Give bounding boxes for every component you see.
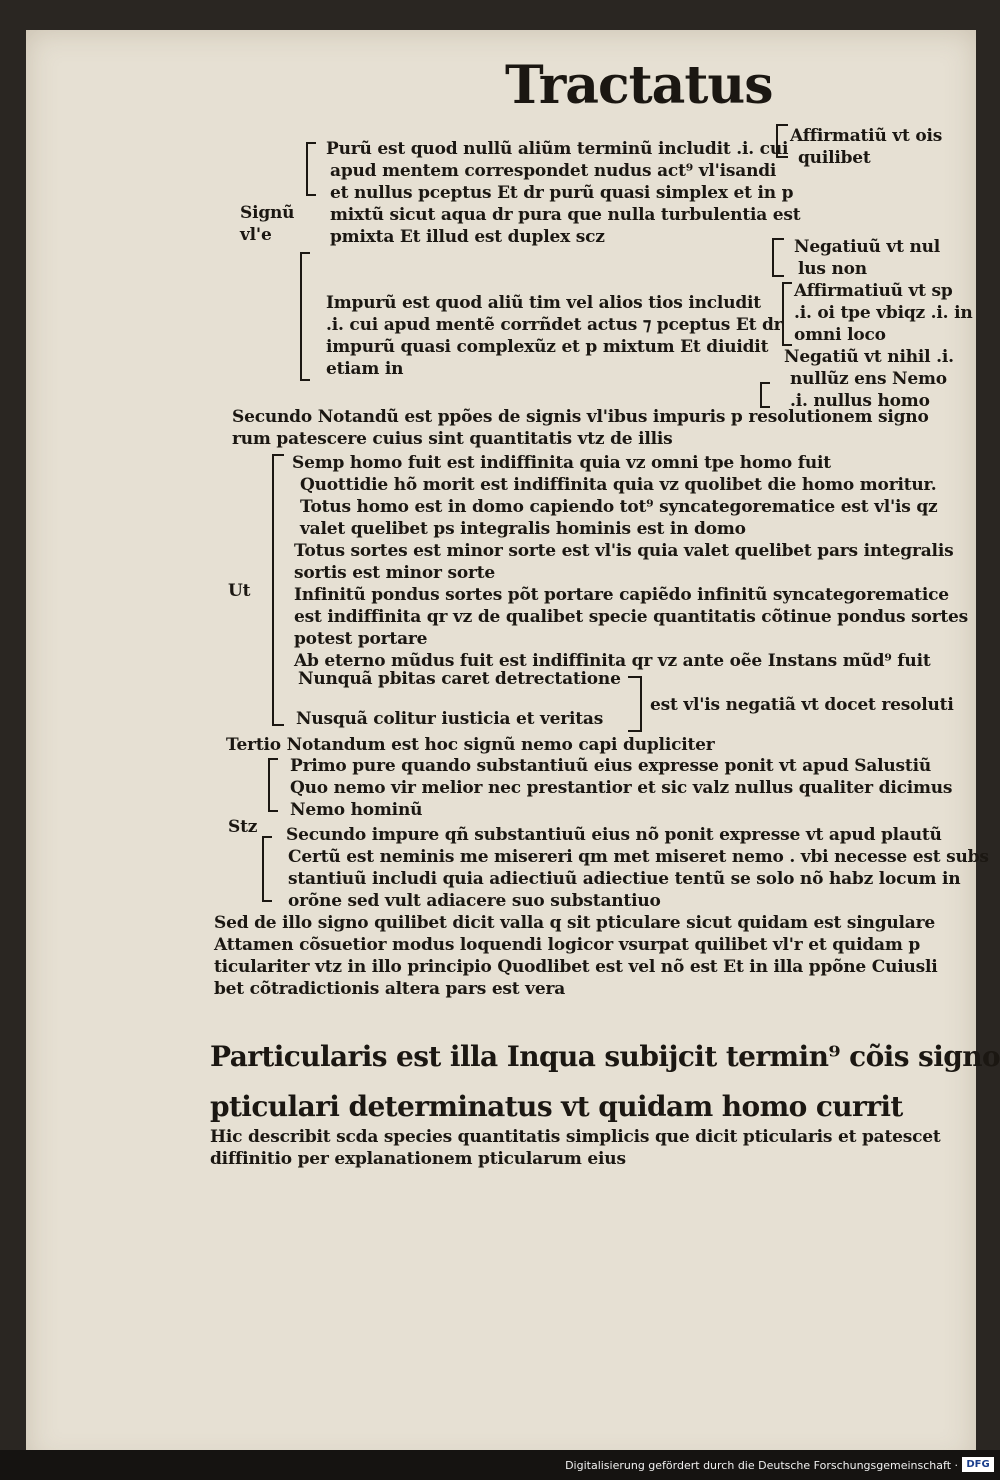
stz-line-2: Quo nemo vir melior nec prestantior et sic valz nullus qualiter dicimus	[290, 778, 953, 798]
right-line-7: omni loco	[794, 325, 886, 345]
ut-line-4: valet quelibet ps integralis hominis est in domo	[300, 519, 746, 539]
margin-signu: Signũ	[240, 203, 295, 223]
impuru-line-1: Impurũ est quod aliũ tim vel alios tios includit	[326, 293, 761, 313]
impuru-line-2: .i. cui apud mentẽ corrñdet actus ⁊ pceptus Et dr	[326, 315, 783, 335]
sed-line-2: Attamen cõsuetior modus loquendi logicor vsurpat quilibet vl'r et quidam p	[214, 935, 921, 955]
hic-line-1: Hic describit scda species quantitatis simplicis que dicit pticularis et patescet	[210, 1127, 941, 1147]
sed-line-3: ticulariter vtz in illo principio Quodlibet est vel nõ est Et in illa ppõne Cuiusli	[214, 957, 938, 977]
ut-line-5: Totus sortes est minor sorte est vl'is quia valet quelibet pars integralis	[294, 541, 954, 561]
right-line-2: quilibet	[798, 148, 871, 168]
ut-line-8: est indiffinita qr vz de qualibet specie quantitatis cõtinue pondus sortes	[294, 607, 968, 627]
sed-line-4: bet cõtradictionis altera pars est vera	[214, 979, 566, 999]
sed-line-1: Sed de illo signo quilibet dicit valla q sit pticulare sicut quidam est singulare	[214, 913, 935, 933]
right-line-9: nullũz ens Nemo	[790, 369, 947, 389]
bracket-primo	[268, 758, 278, 812]
dfg-logo: DFG	[962, 1457, 994, 1472]
tertio-line: Tertio Notandum est hoc signũ nemo capi dupliciter	[226, 735, 715, 755]
bracket-secundo	[262, 836, 272, 902]
margin-stz: Stz	[228, 817, 258, 837]
particularis-line-2: pticulari determinatus vt quidam homo currit	[210, 1090, 903, 1123]
ut-line-13: Nusquã colitur iusticia et veritas	[296, 709, 604, 729]
stz-line-1: Primo pure quando substantiuũ eius expresse ponit vt apud Salustiũ	[290, 756, 932, 776]
impuru-line-4: etiam in	[326, 359, 404, 379]
bracket-affirmatiu	[776, 124, 788, 158]
right-line-10: .i. nullus homo	[790, 391, 930, 411]
puru-line-1: Purũ est quod nullũ aliũm terminũ includit .i. cui	[326, 139, 789, 159]
stz-line-3: Nemo hominũ	[290, 800, 423, 820]
ut-line-10: Ab eterno mũdus fuit est indiffinita qr vz ante oẽe Instans mũd⁹ fuit	[294, 651, 931, 671]
right-line-4: lus non	[798, 259, 867, 279]
puru-line-2: apud mentem correspondet nudus act⁹ vl'isandi	[330, 161, 777, 181]
bracket-negatim	[760, 382, 770, 408]
margin-ut: Ut	[228, 581, 251, 601]
ut-line-12: est vl'is negatiã vt docet resoluti	[650, 695, 954, 715]
right-line-3: Negatiuũ vt nul	[794, 237, 941, 257]
page-title: Tractatus	[505, 55, 773, 116]
right-line-8: Negatiũ vt nihil .i.	[784, 347, 954, 367]
puru-line-3: et nullus pceptus Et dr purũ quasi simplex et in p	[330, 183, 794, 203]
secundo-line-2: rum patescere cuius sint quantitatis vtz de illis	[232, 429, 673, 449]
stz-line-4: Secundo impure qñ substantiuũ eius nõ ponit expresse vt apud plautũ	[286, 825, 942, 845]
ut-line-2: Quottidie hõ morit est indiffinita quia vz quolibet die homo moritur.	[300, 475, 937, 495]
ut-line-11: Nunquã pbitas caret detrectatione	[298, 669, 621, 689]
impuru-line-3: impurũ quasi complexũz et p mixtum Et diuidit	[326, 337, 769, 357]
particularis-line-1: Particularis est illa Inqua subijcit termin⁹ cõis signo	[210, 1040, 1000, 1073]
ut-line-3: Totus homo est in domo capiendo tot⁹ syncategorematice est vl'is qz	[300, 497, 938, 517]
bracket-puru	[306, 142, 316, 196]
bracket-affirmatiu-2	[782, 282, 792, 346]
hic-line-2: diffinitio per explanationem pticularum eius	[210, 1149, 626, 1169]
ut-line-9: potest portare	[294, 629, 428, 649]
stz-line-7: orõne sed vult adiacere suo substantiuo	[288, 891, 661, 911]
secundo-line-1: Secundo Notandũ est ppões de signis vl'ibus impuris p resolutionem signo	[232, 407, 929, 427]
right-line-5: Affirmatiuũ vt sp	[794, 281, 953, 301]
puru-line-4: mixtũ sicut aqua dr pura que nulla turbulentia est	[330, 205, 801, 225]
ut-line-1: Semp homo fuit est indiffinita quia vz omni tpe homo fuit	[292, 453, 831, 473]
bracket-impuru	[300, 252, 310, 381]
puru-line-5: pmixta Et illud est duplex scz	[330, 227, 605, 247]
margin-vle: vl'e	[240, 225, 272, 245]
footer-bar	[0, 1450, 1000, 1480]
bracket-negatiu	[772, 238, 784, 277]
stz-line-6: stantiuũ includi quia adiectiuũ adiectiue tentũ se solo nõ habz locum in	[288, 869, 961, 889]
ut-line-7: Infinitũ pondus sortes põt portare capiẽdo infinitũ syncategorematice	[294, 585, 949, 605]
bracket-negatia	[628, 676, 642, 732]
ut-line-6: sortis est minor sorte	[294, 563, 495, 583]
footer-text: Digitalisierung gefördert durch die Deutsche Forschungsgemeinschaft ·	[565, 1459, 958, 1472]
right-line-1: Affirmatiũ vt ois	[790, 126, 943, 146]
bracket-ut	[272, 454, 284, 726]
right-line-6: .i. oi tpe vbiqz .i. in	[794, 303, 973, 323]
stz-line-5: Certũ est neminis me misereri qm met miseret nemo . vbi necesse est subs	[288, 847, 989, 867]
